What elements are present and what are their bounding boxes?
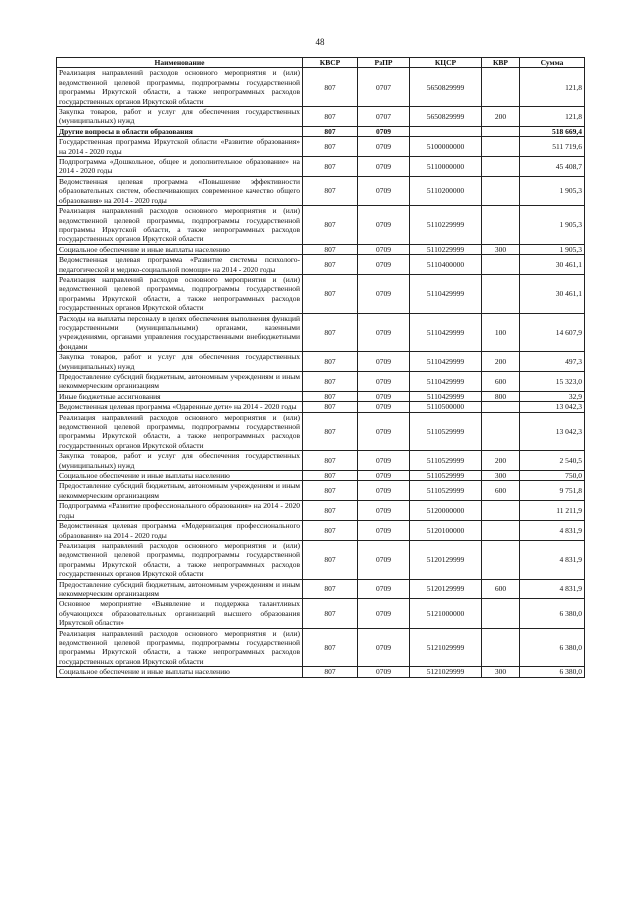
cell-rzpr: 0709	[358, 579, 410, 599]
cell-kvsr: 807	[303, 274, 358, 313]
cell-kvsr: 807	[303, 157, 358, 177]
table-row	[57, 244, 585, 254]
cell-kvr	[482, 157, 520, 177]
table-row	[57, 540, 585, 579]
cell-rzpr: 0709	[358, 255, 410, 275]
cell-kvsr: 807	[303, 628, 358, 667]
cell-kcsr: 5120100000	[410, 521, 482, 541]
cell-sum: 518 669,4	[520, 126, 585, 136]
cell-sum: 15 323,0	[520, 372, 585, 392]
cell-kcsr: 5121000000	[410, 599, 482, 628]
cell-kcsr: 5110429999	[410, 313, 482, 352]
cell-name: Ведомственная целевая программа «Одаренные дети» на 2014 - 2020 годы	[57, 402, 303, 412]
cell-kcsr: 5121029999	[410, 667, 482, 677]
cell-name: Реализация направлений расходов основного мероприятия и (или) ведомственной целевой программы, подпрограммы государственной программы Иркутской области, а также непрограммных расходов государственных органов Иркутской области	[57, 540, 303, 579]
header-name: Наименование	[57, 58, 303, 68]
cell-kvsr: 807	[303, 352, 358, 372]
cell-kcsr: 5120129999	[410, 579, 482, 599]
cell-rzpr: 0709	[358, 244, 410, 254]
cell-kcsr	[410, 126, 482, 136]
table-row	[57, 274, 585, 313]
cell-kvsr: 807	[303, 471, 358, 481]
cell-sum: 511 719,6	[520, 137, 585, 157]
cell-kvsr: 807	[303, 107, 358, 127]
header-kvr: КВР	[482, 58, 520, 68]
cell-kvsr: 807	[303, 176, 358, 205]
cell-kvsr: 807	[303, 521, 358, 541]
cell-sum: 1 905,3	[520, 206, 585, 245]
cell-rzpr: 0709	[358, 352, 410, 372]
cell-name: Реализация направлений расходов основного мероприятия и (или) ведомственной целевой программы, подпрограммы государственной программы Иркутской области, а также непрограммных расходов государственных органов Иркутской области	[57, 412, 303, 451]
cell-rzpr: 0709	[358, 402, 410, 412]
cell-rzpr: 0709	[358, 313, 410, 352]
cell-kvsr: 807	[303, 540, 358, 579]
cell-kcsr: 5121029999	[410, 628, 482, 667]
cell-name: Расходы на выплаты персоналу в целях обеспечения выполнения функций государственными (муниципальными) органами, казенными учреждениями, органами управления государственными внебюджетными фондами	[57, 313, 303, 352]
table-row	[57, 372, 585, 392]
cell-sum: 13 042,3	[520, 412, 585, 451]
table-row	[57, 412, 585, 451]
table-row	[57, 402, 585, 412]
cell-kvr	[482, 68, 520, 107]
cell-kvr	[482, 501, 520, 521]
cell-kvsr: 807	[303, 137, 358, 157]
cell-name: Социальное обеспечение и иные выплаты населению	[57, 471, 303, 481]
table-row	[57, 521, 585, 541]
cell-kvr	[482, 402, 520, 412]
cell-kcsr: 5110400000	[410, 255, 482, 275]
cell-kvr	[482, 206, 520, 245]
cell-rzpr: 0709	[358, 126, 410, 136]
cell-kvr	[482, 255, 520, 275]
cell-kvr	[482, 274, 520, 313]
cell-kvsr: 807	[303, 481, 358, 501]
cell-name: Ведомственная целевая программа «Повышение эффективности образовательных систем, обеспечивающих современное качество общего образования» на 2014 - 2020 годы	[57, 176, 303, 205]
cell-kvsr: 807	[303, 599, 358, 628]
cell-kvsr: 807	[303, 501, 358, 521]
budget-table	[56, 57, 585, 678]
cell-name: Основное мероприятие «Выявление и поддержка талантливых обучающихся образовательных организаций высшего образования Иркутской области»	[57, 599, 303, 628]
cell-kvr: 600	[482, 372, 520, 392]
table-row	[57, 206, 585, 245]
cell-kvsr: 807	[303, 372, 358, 392]
cell-kvr	[482, 176, 520, 205]
cell-sum: 750,0	[520, 471, 585, 481]
cell-rzpr: 0709	[358, 412, 410, 451]
cell-name: Реализация направлений расходов основного мероприятия и (или) ведомственной целевой программы, подпрограммы государственной программы Иркутской области, а также непрограммных расходов государственных органов Иркутской области	[57, 628, 303, 667]
cell-rzpr: 0709	[358, 471, 410, 481]
cell-kvr: 300	[482, 471, 520, 481]
cell-name: Социальное обеспечение и иные выплаты населению	[57, 244, 303, 254]
cell-name: Социальное обеспечение и иные выплаты населению	[57, 667, 303, 677]
cell-kcsr: 5110200000	[410, 176, 482, 205]
cell-kcsr: 5110429999	[410, 352, 482, 372]
cell-kvsr: 807	[303, 412, 358, 451]
cell-kcsr: 5110500000	[410, 402, 482, 412]
table-row	[57, 352, 585, 372]
cell-kvsr: 807	[303, 206, 358, 245]
cell-rzpr: 0709	[358, 628, 410, 667]
cell-sum: 4 831,9	[520, 579, 585, 599]
cell-kvr: 600	[482, 481, 520, 501]
cell-kvr: 300	[482, 667, 520, 677]
cell-kvr: 200	[482, 352, 520, 372]
cell-kvr	[482, 540, 520, 579]
cell-kcsr: 5110529999	[410, 471, 482, 481]
cell-rzpr: 0709	[358, 391, 410, 401]
cell-name: Подпрограмма «Развитие профессионального образования» на 2014 - 2020 годы	[57, 501, 303, 521]
cell-kvr	[482, 126, 520, 136]
cell-rzpr: 0709	[358, 372, 410, 392]
cell-kcsr: 5110529999	[410, 481, 482, 501]
cell-name: Другие вопросы в области образования	[57, 126, 303, 136]
cell-kcsr: 5120000000	[410, 501, 482, 521]
cell-name: Реализация направлений расходов основного мероприятия и (или) ведомственной целевой программы, подпрограммы государственной программы Иркутской области, а также непрограммных расходов государственных органов Иркутской области	[57, 206, 303, 245]
cell-kvr: 200	[482, 451, 520, 471]
table-row	[57, 599, 585, 628]
cell-sum: 121,8	[520, 107, 585, 127]
cell-rzpr: 0709	[358, 176, 410, 205]
cell-kvsr: 807	[303, 451, 358, 471]
cell-kcsr: 5110529999	[410, 412, 482, 451]
table-row	[57, 471, 585, 481]
page-number: 48	[315, 37, 325, 47]
cell-kcsr: 5110000000	[410, 157, 482, 177]
table-row	[57, 157, 585, 177]
cell-name: Предоставление субсидий бюджетным, автономным учреждениям и иным некоммерческим организациям	[57, 372, 303, 392]
cell-kvr: 600	[482, 579, 520, 599]
cell-name: Закупка товаров, работ и услуг для обеспечения государственных (муниципальных) нужд	[57, 107, 303, 127]
cell-kvsr: 807	[303, 244, 358, 254]
table-row	[57, 255, 585, 275]
table-row	[57, 481, 585, 501]
cell-name: Предоставление субсидий бюджетным, автономным учреждениям и иным некоммерческим организациям	[57, 579, 303, 599]
cell-kvr	[482, 628, 520, 667]
cell-rzpr: 0709	[358, 599, 410, 628]
cell-sum: 45 408,7	[520, 157, 585, 177]
table-row	[57, 313, 585, 352]
cell-sum: 4 831,9	[520, 521, 585, 541]
header-kvsr: КВСР	[303, 58, 358, 68]
cell-kcsr: 5110229999	[410, 244, 482, 254]
cell-kcsr: 5110229999	[410, 206, 482, 245]
header-rzpr: РзПР	[358, 58, 410, 68]
cell-kcsr: 5110429999	[410, 372, 482, 392]
cell-name: Закупка товаров, работ и услуг для обеспечения государственных (муниципальных) нужд	[57, 451, 303, 471]
cell-rzpr: 0709	[358, 540, 410, 579]
cell-kcsr: 5110429999	[410, 391, 482, 401]
cell-kcsr: 5650829999	[410, 107, 482, 127]
cell-sum: 1 905,3	[520, 176, 585, 205]
cell-rzpr: 0707	[358, 107, 410, 127]
cell-kvr	[482, 412, 520, 451]
cell-sum: 497,3	[520, 352, 585, 372]
cell-sum: 14 607,9	[520, 313, 585, 352]
cell-kvsr: 807	[303, 68, 358, 107]
table-row	[57, 579, 585, 599]
cell-rzpr: 0709	[358, 667, 410, 677]
cell-sum: 6 380,0	[520, 667, 585, 677]
cell-name: Ведомственная целевая программа «Модернизация профессионального образования» на 2014 - 2020 годы	[57, 521, 303, 541]
cell-rzpr: 0709	[358, 481, 410, 501]
cell-kvsr: 807	[303, 313, 358, 352]
cell-kvr	[482, 599, 520, 628]
cell-rzpr: 0709	[358, 501, 410, 521]
cell-kvr: 300	[482, 244, 520, 254]
cell-sum: 6 380,0	[520, 628, 585, 667]
cell-sum: 2 540,5	[520, 451, 585, 471]
table-row	[57, 137, 585, 157]
table-header-row	[57, 58, 585, 68]
cell-kcsr: 5100000000	[410, 137, 482, 157]
cell-sum: 30 461,1	[520, 255, 585, 275]
cell-kcsr: 5650829999	[410, 68, 482, 107]
cell-name: Государственная программа Иркутской области «Развитие образования» на 2014 - 2020 годы	[57, 137, 303, 157]
cell-kvsr: 807	[303, 391, 358, 401]
table-row	[57, 107, 585, 127]
cell-rzpr: 0709	[358, 274, 410, 313]
header-sum: Сумма	[520, 58, 585, 68]
cell-name: Иные бюджетные ассигнования	[57, 391, 303, 401]
cell-kvr	[482, 137, 520, 157]
cell-rzpr: 0709	[358, 157, 410, 177]
cell-kvsr: 807	[303, 579, 358, 599]
cell-sum: 1 905,3	[520, 244, 585, 254]
cell-kvsr: 807	[303, 255, 358, 275]
table-row	[57, 391, 585, 401]
table-body	[57, 68, 585, 677]
cell-kvr: 800	[482, 391, 520, 401]
cell-kcsr: 5110529999	[410, 451, 482, 471]
cell-kvsr: 807	[303, 402, 358, 412]
cell-sum: 30 461,1	[520, 274, 585, 313]
cell-name: Предоставление субсидий бюджетным, автономным учреждениям и иным некоммерческим организациям	[57, 481, 303, 501]
table-row	[57, 126, 585, 136]
cell-name: Реализация направлений расходов основного мероприятия и (или) ведомственной целевой программы, подпрограммы государственной программы Иркутской области, а также непрограммных расходов государственных органов Иркутской области	[57, 274, 303, 313]
table-row	[57, 451, 585, 471]
cell-kvsr: 807	[303, 667, 358, 677]
cell-sum: 6 380,0	[520, 599, 585, 628]
table-row	[57, 68, 585, 107]
cell-kcsr: 5120129999	[410, 540, 482, 579]
cell-kcsr: 5110429999	[410, 274, 482, 313]
cell-name: Закупка товаров, работ и услуг для обеспечения государственных (муниципальных) нужд	[57, 352, 303, 372]
cell-rzpr: 0709	[358, 137, 410, 157]
header-kcsr: КЦСР	[410, 58, 482, 68]
cell-sum: 121,8	[520, 68, 585, 107]
cell-kvsr: 807	[303, 126, 358, 136]
cell-kvr	[482, 521, 520, 541]
cell-sum: 11 211,9	[520, 501, 585, 521]
cell-sum: 13 042,3	[520, 402, 585, 412]
table-row	[57, 628, 585, 667]
cell-kvr: 100	[482, 313, 520, 352]
cell-kvr: 200	[482, 107, 520, 127]
cell-sum: 9 751,8	[520, 481, 585, 501]
cell-name: Реализация направлений расходов основного мероприятия и (или) ведомственной целевой программы, подпрограммы государственной программы Иркутской области, а также непрограммных расходов государственных органов Иркутской области	[57, 68, 303, 107]
cell-name: Подпрограмма «Дошкольное, общее и дополнительное образование» на 2014 - 2020 годы	[57, 157, 303, 177]
table-row	[57, 667, 585, 677]
cell-rzpr: 0709	[358, 521, 410, 541]
cell-rzpr: 0709	[358, 451, 410, 471]
table-row	[57, 501, 585, 521]
cell-rzpr: 0709	[358, 206, 410, 245]
cell-sum: 4 831,9	[520, 540, 585, 579]
table-row	[57, 176, 585, 205]
cell-sum: 32,9	[520, 391, 585, 401]
cell-name: Ведомственная целевая программа «Развитие системы психолого-педагогической и медико-социальной помощи» на 2014 - 2020 годы	[57, 255, 303, 275]
cell-rzpr: 0707	[358, 68, 410, 107]
